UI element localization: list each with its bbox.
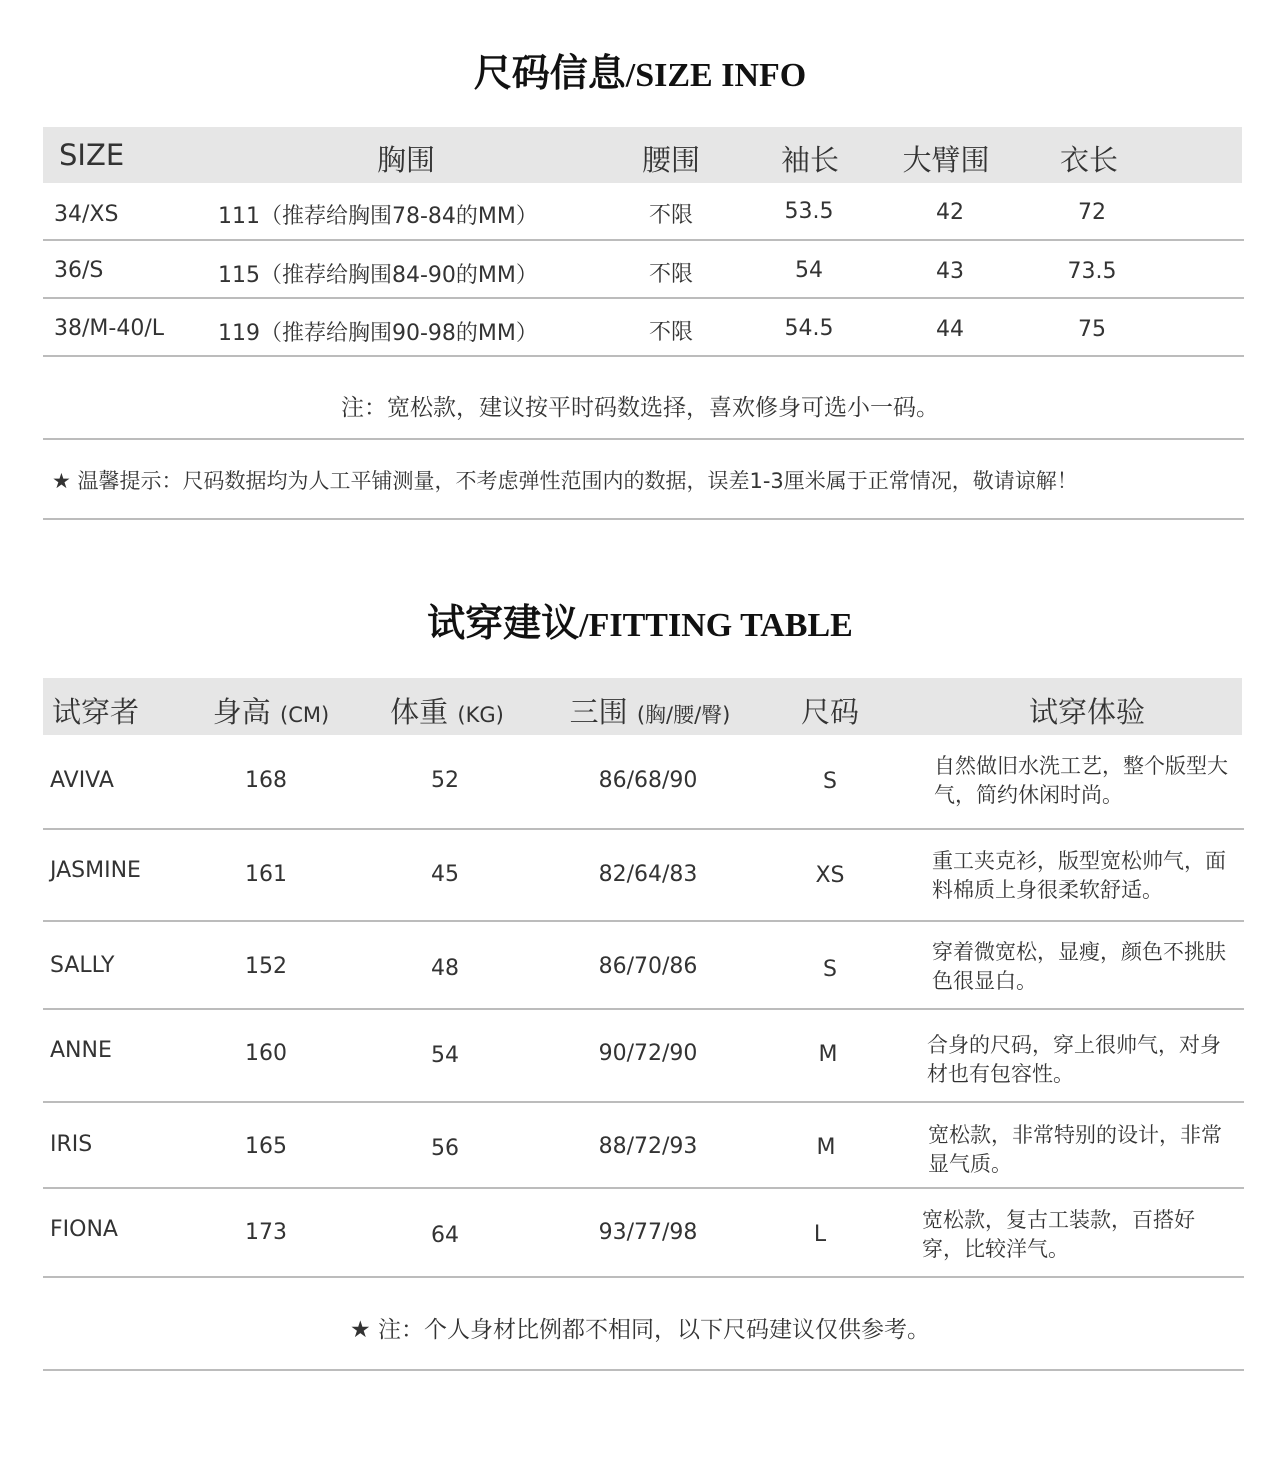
fitting-note: ★ 注：个人身材比例都不相同，以下尺码建议仅供参考。 (350, 1317, 930, 1343)
divider (43, 239, 1244, 241)
fit-header-height-unit: (CM) (280, 703, 330, 727)
size-row-waist: 不限 (648, 320, 694, 345)
fitting-title-zh: 试穿建议 (427, 601, 580, 645)
fit-row-measure: 86/68/90 (598, 768, 698, 793)
fitting-title-en: /FITTING TABLE (579, 607, 853, 644)
fit-row-name: FIONA (50, 1217, 118, 1242)
size-row-waist: 不限 (648, 262, 694, 287)
size-header-length: 衣长 (1059, 143, 1119, 177)
fit-row-size: M (816, 1135, 836, 1160)
fit-row-experience: 合身的尺码，穿上很帅气，对身材也有包容性。 (927, 1033, 1221, 1086)
fit-row-experience: 重工夹克衫，版型宽松帅气，面料棉质上身很柔软舒适。 (932, 849, 1226, 902)
fit-row-weight: 56 (431, 1136, 459, 1161)
fit-row-height: 152 (245, 954, 287, 979)
fit-row-weight: 45 (431, 862, 459, 887)
fit-row-name: ANNE (50, 1038, 112, 1063)
size-info-title (0, 42, 1280, 97)
size-row-length: 75 (1078, 317, 1106, 342)
size-note: 注：宽松款，建议按平时码数选择，喜欢修身可选小一码。 (341, 395, 939, 421)
fit-header-height-label: 身高 (212, 695, 271, 729)
fit-row-height: 165 (245, 1134, 287, 1159)
fit-row-size: S (823, 769, 837, 794)
size-header-waist: 腰围 (641, 143, 701, 177)
fit-row-weight: 64 (431, 1223, 459, 1248)
size-header-chest: 胸围 (376, 143, 436, 177)
fit-row-weight: 52 (431, 768, 459, 793)
size-row-size: 38/M-40/L (54, 316, 164, 341)
fit-header-height (213, 690, 329, 731)
fit-row-experience: 自然做旧水洗工艺，整个版型大气，简约休闲时尚。 (934, 754, 1228, 807)
fit-row-measure: 86/70/86 (598, 954, 698, 979)
fit-header-experience: 试穿体验 (1028, 695, 1146, 729)
fit-row-name: JASMINE (50, 858, 141, 883)
size-row-waist: 不限 (648, 203, 694, 228)
fit-header-measure-label: 三围 (569, 695, 628, 729)
fit-header-measure-unit: (胸/腰/臀) (636, 703, 731, 727)
size-row-chest: 119（推荐给胸围90-98的MM） (218, 321, 538, 346)
divider (43, 1369, 1244, 1371)
size-info-title-en: /SIZE INFO (625, 57, 807, 94)
fit-row-measure: 93/77/98 (598, 1220, 698, 1245)
fit-row-height: 168 (245, 768, 287, 793)
fit-header-tester: 试穿者 (52, 695, 140, 729)
divider (43, 1101, 1244, 1103)
fitting-title (0, 592, 1280, 647)
size-tip: ★ 温馨提示：尺码数据均为人工平铺测量，不考虑弹性范围内的数据，误差1-3厘米属于正常情况，敬请谅解！ (52, 469, 1078, 493)
fit-row-height: 173 (245, 1220, 287, 1245)
divider (43, 297, 1244, 299)
size-row-length: 73.5 (1067, 259, 1117, 284)
size-row-sleeve: 54 (795, 258, 823, 283)
size-row-arm: 43 (936, 259, 964, 284)
fit-row-size: L (813, 1222, 827, 1247)
size-row-sleeve: 53.5 (784, 199, 834, 224)
fit-header-weight-unit: (KG) (457, 703, 504, 727)
fit-header-weight-label: 体重 (390, 695, 449, 729)
divider (43, 1276, 1244, 1278)
fit-row-experience: 宽松款，非常特别的设计，非常显气质。 (928, 1123, 1222, 1176)
size-row-sleeve: 54.5 (784, 316, 834, 341)
size-info-title-zh: 尺码信息 (473, 51, 626, 95)
size-row-size: 36/S (54, 258, 104, 283)
fit-row-size: S (823, 957, 837, 982)
fit-row-size: M (818, 1042, 838, 1067)
size-row-size: 34/XS (54, 202, 119, 227)
size-row-chest: 111（推荐给胸围78-84的MM） (218, 204, 538, 229)
size-header-size: SIZE (59, 138, 125, 172)
size-header-arm: 大臂围 (902, 143, 990, 177)
divider (43, 355, 1244, 357)
divider (43, 920, 1244, 922)
size-header-sleeve: 袖长 (780, 143, 840, 177)
divider (43, 828, 1244, 830)
fit-row-height: 161 (245, 862, 287, 887)
fit-row-name: IRIS (50, 1132, 93, 1157)
size-row-arm: 44 (936, 317, 964, 342)
fit-row-measure: 90/72/90 (598, 1041, 698, 1066)
fit-row-weight: 48 (431, 956, 459, 981)
fit-row-name: AVIVA (50, 768, 114, 793)
fit-header-size: 尺码 (800, 695, 860, 729)
divider (43, 1008, 1244, 1010)
fit-row-measure: 88/72/93 (598, 1134, 698, 1159)
divider (43, 438, 1244, 440)
size-row-arm: 42 (936, 200, 964, 225)
fit-row-experience: 穿着微宽松，显瘦，颜色不挑肤色很显白。 (932, 940, 1226, 993)
fit-header-measure (570, 690, 731, 731)
fit-row-weight: 54 (431, 1043, 459, 1068)
fit-row-height: 160 (245, 1041, 287, 1066)
fit-row-measure: 82/64/83 (598, 862, 698, 887)
fit-row-name: SALLY (50, 953, 115, 978)
fit-row-size: XS (815, 863, 845, 888)
size-row-length: 72 (1078, 200, 1106, 225)
fit-row-experience: 宽松款，复古工装款，百搭好穿，比较洋气。 (922, 1208, 1195, 1261)
divider (43, 518, 1244, 520)
fit-header-weight (390, 690, 504, 731)
size-row-chest: 115（推荐给胸围84-90的MM） (218, 263, 538, 288)
divider (43, 1187, 1244, 1189)
